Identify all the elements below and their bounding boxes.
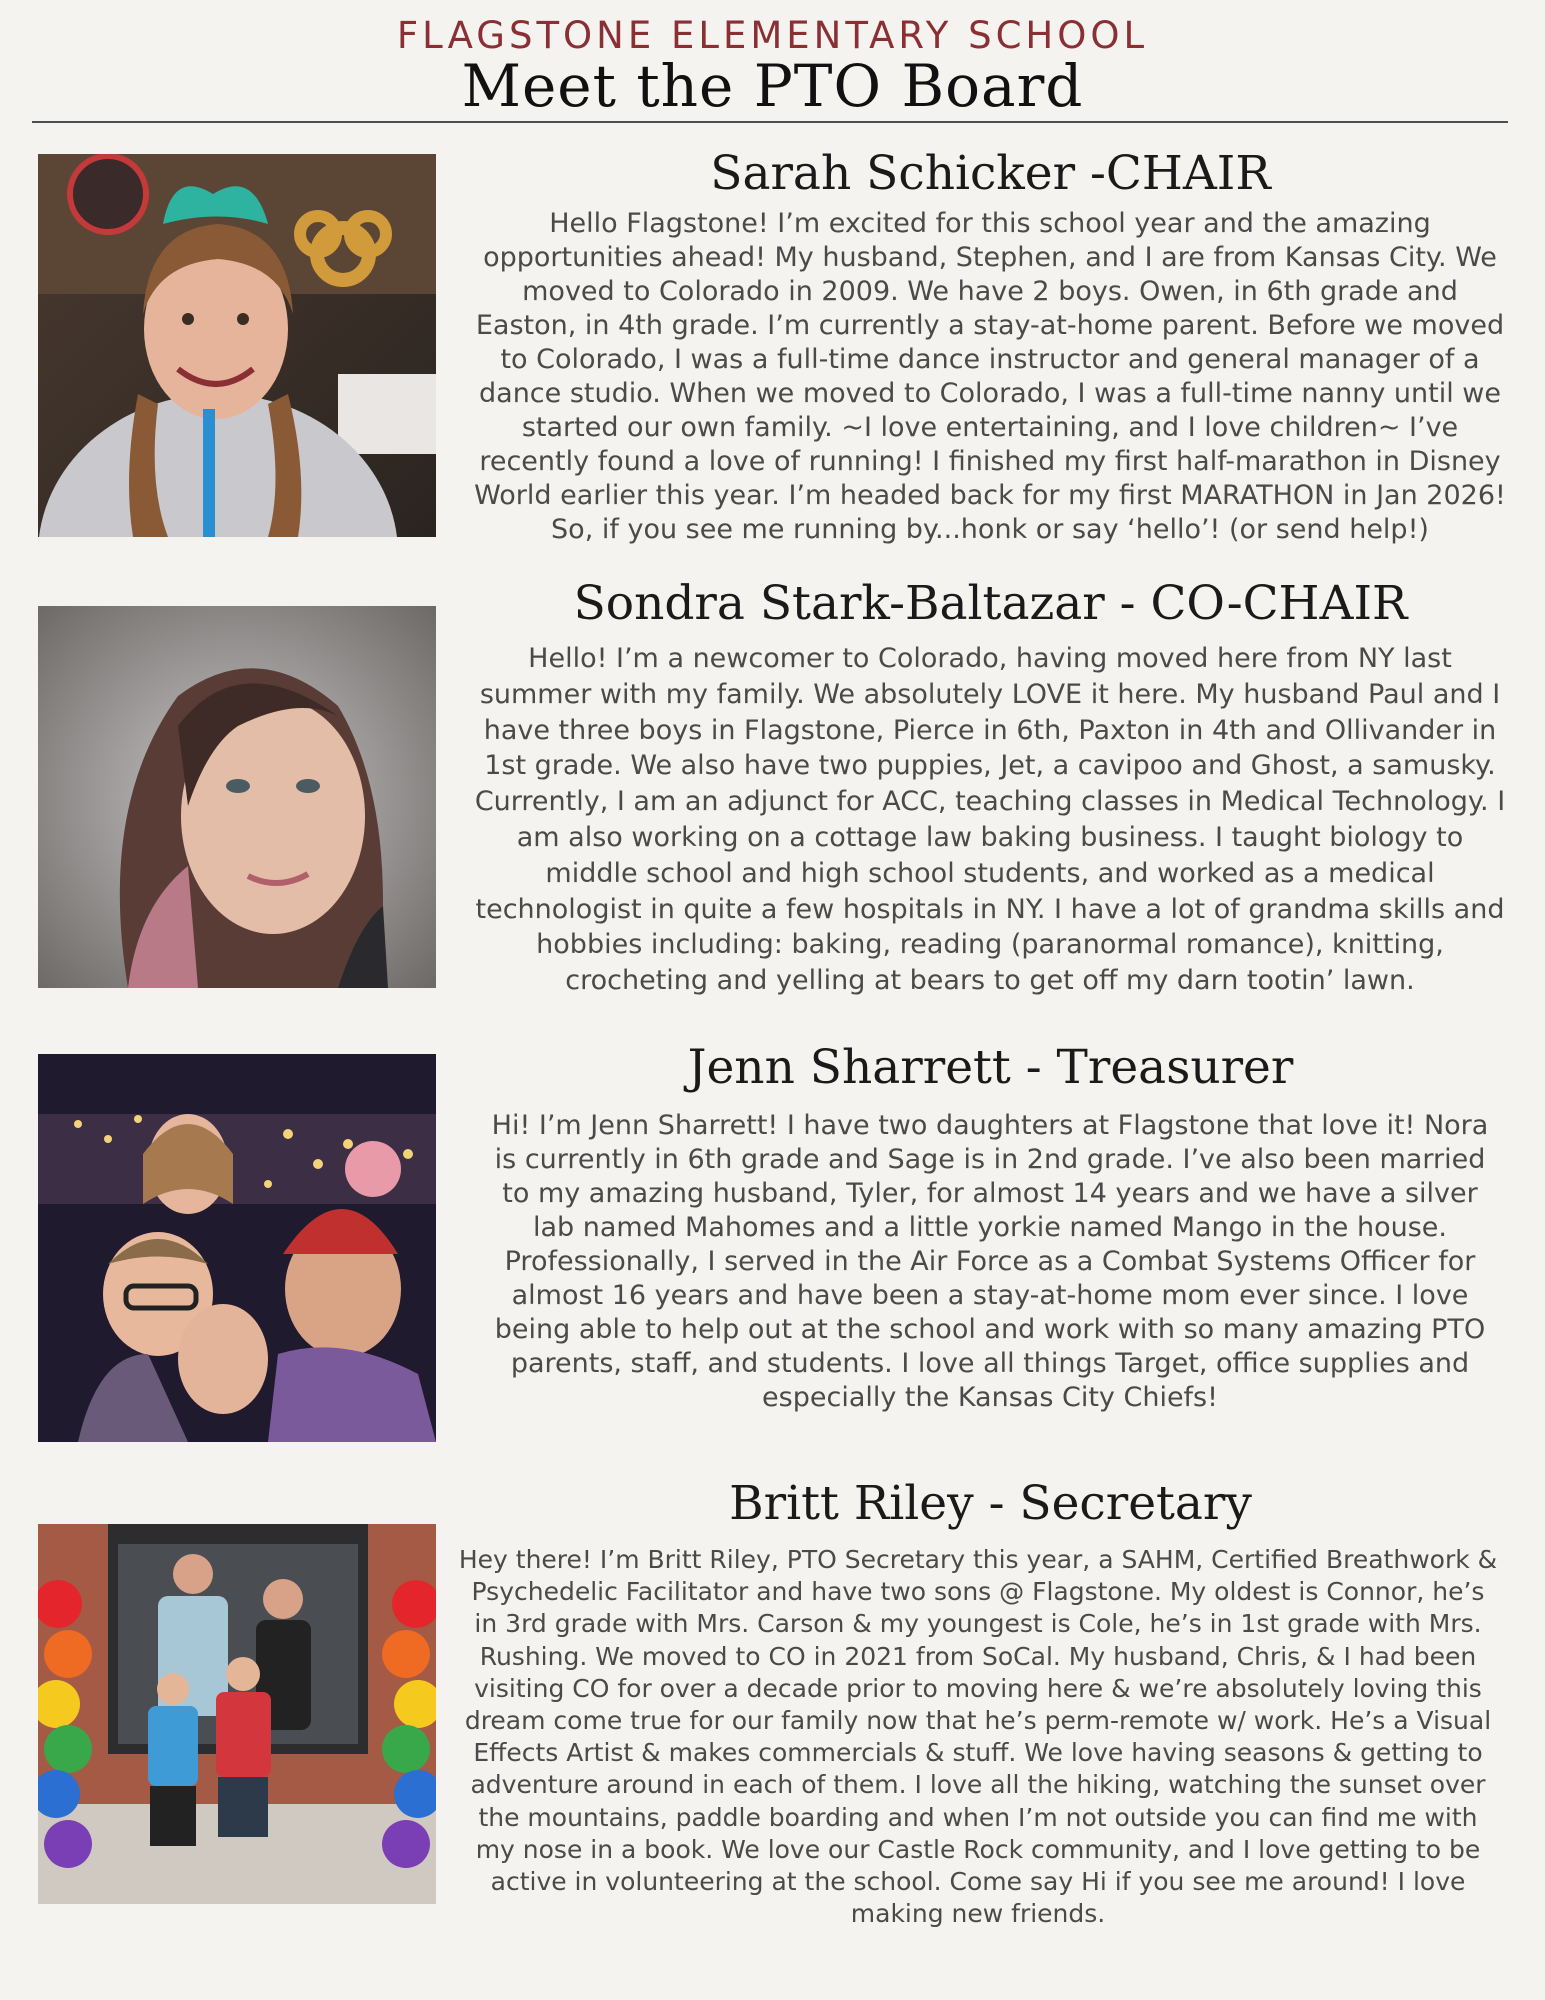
member-photo-sarah	[38, 154, 436, 537]
member-photo-jenn	[38, 1054, 436, 1442]
sarah-photo-illustration	[38, 154, 436, 537]
member-photo-sondra	[38, 606, 436, 988]
member-bio: Hello! I’m a newcomer to Colorado, having moved here from NY last summer with my family. We absolutely LOVE it here. My husband Paul and I have three boys in Flagstone, Pierce in 6th, Paxton in 4th and Ollivander in 1st grade. We also have two puppies, Jet, a cavipoo and Ghost, a samusky. Currently, I am an adjunct for ACC, teaching classes in Medical Technology. I am also working on a cottage law baking business. I taught biology to middle school and high school students, and worked as a medical technologist in quite a few hospitals in NY. I have a lot of grandma skills and hobbies including: baking, reading (paranormal romance), knitting, crocheting and yelling at bears to get off my darn tootin’ lawn.	[474, 643, 1506, 997]
sondra-photo-illustration	[38, 606, 436, 988]
school-name: FLAGSTONE ELEMENTARY SCHOOL	[396, 14, 1149, 57]
jenn-photo-illustration	[38, 1054, 436, 1442]
page-title: Meet the PTO Board	[461, 52, 1084, 120]
member-name: Sarah Schicker -CHAIR	[710, 146, 1271, 201]
member-bio: Hi! I’m Jenn Sharrett! I have two daughters at Flagstone that love it! Nora is currently in 6th grade and Sage is in 2nd grade. I’ve also been married to my amazing husband, Tyler, for almost 14 years and we have a silver lab named Mahomes and a little yorkie named Mango in the house. Professionally, I served in the Air Force as a Combat Systems Officer for almost 16 years and have been a stay-at-home mom ever since. I love being able to help out at the school and work with so many amazing PTO parents, staff, and students. I love all things Target, office supplies and especially the Kansas City Chiefs!	[491, 1110, 1489, 1413]
member-bio: Hey there! I’m Britt Riley, PTO Secretary this year, a SAHM, Certified Breathwork & Psychedelic Facilitator and have two sons @ Flagstone. My oldest is Connor, he’s in 3rd grade with Mrs. Carson & my youngest is Cole, he’s in 1st grade with Mrs. Rushing. We moved to CO in 2021 from SoCal. My husband, Chris, & I had been visiting CO for over a decade prior to moving here & we’re absolutely loving this dream come true for our family now that he’s perm-remote w/ work. He’s a Visual Effects Artist & makes commercials & stuff. We love having seasons & getting to adventure around in each of them. I love all the hiking, watching the sunset over the mountains, paddle boarding and when I’m not outside you can find me with my nose in a book. We love our Castle Rock community, and I love getting to be active in volunteering at the school. Come say Hi if you see me around! I love making new friends.	[458, 1545, 1498, 1929]
member-name: Britt Riley - Secretary	[729, 1476, 1252, 1531]
member-name: Jenn Sharrett - Treasurer	[687, 1040, 1294, 1095]
member-photo-britt	[38, 1524, 436, 1904]
britt-photo-illustration	[38, 1524, 436, 1904]
member-bio: Hello Flagstone! I’m excited for this school year and the amazing opportunities ahead! My husband, Stephen, and I are from Kansas City. We moved to Colorado in 2009. We have 2 boys. Owen, in 6th grade and Easton, in 4th grade. I’m currently a stay-at-home parent. Before we moved to Colorado, I was a full-time dance instructor and general manager of a dance studio. When we moved to Colorado, I was a full-time nanny until we started our own family. ~I love entertaining, and I love children~ I’ve recently found a love of running! I finished my first half-marathon in Disney World earlier this year. I’m headed back for my first MARATHON in Jan 2026! So, if you see me running by...honk or say ‘hello’! (or send help!)	[474, 208, 1506, 545]
member-name: Sondra Stark-Baltazar - CO-CHAIR	[573, 576, 1408, 631]
header-divider	[32, 121, 1508, 123]
